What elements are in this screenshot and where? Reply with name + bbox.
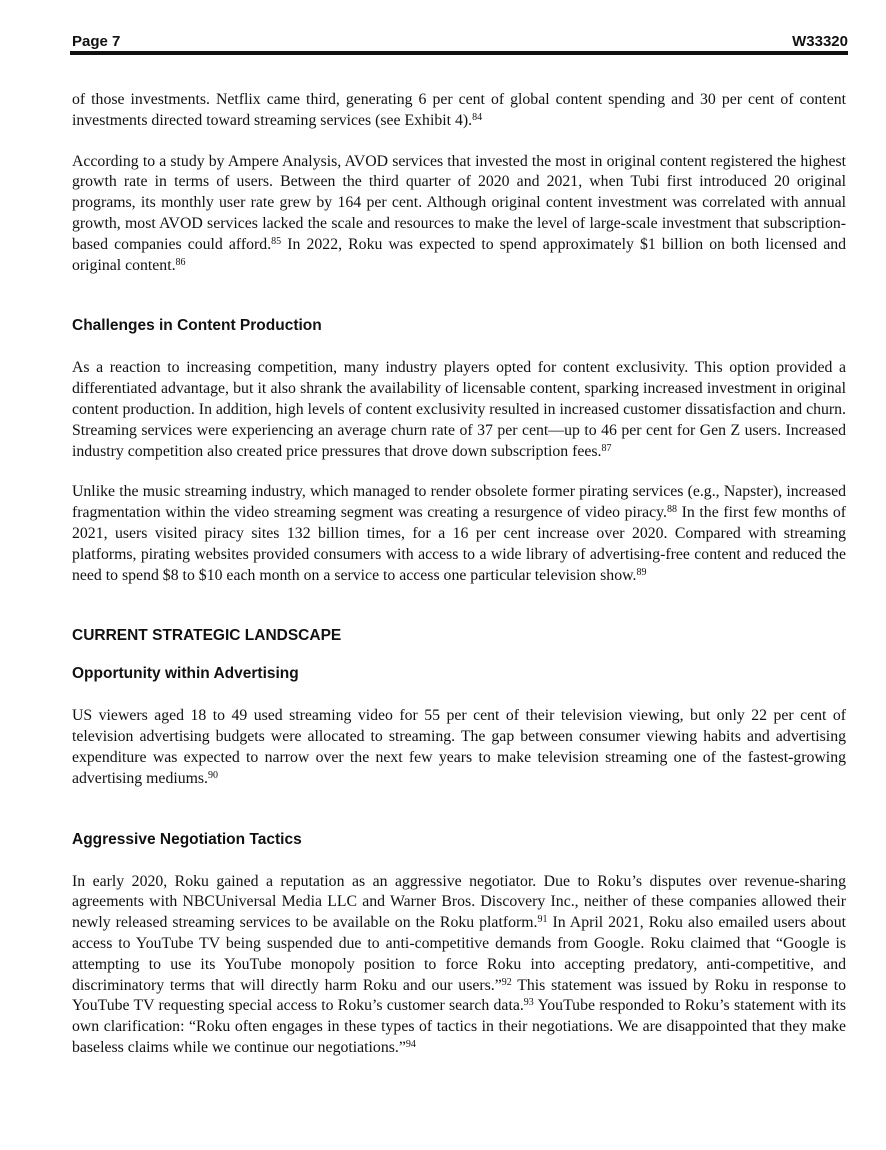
- paragraph-text: In early 2020, Roku gained a reputation as an aggressive negotiator. Due to Roku’s disputes over revenue-sharing agreements with NBCUniversal Media LLC and Warner Bros. Discovery Inc., neither of these companies allowed their newly released streaming services to be available on the Roku platform.: [72, 872, 846, 932]
- page-number: Page 7: [72, 33, 121, 50]
- footnote-ref: 93: [523, 997, 534, 1009]
- section-heading-challenges: Challenges in Content Production: [72, 317, 322, 335]
- paragraph-piracy: [72, 482, 846, 586]
- footnote-ref: 86: [175, 256, 186, 268]
- header-rule: [70, 51, 848, 55]
- footnote-ref: 85: [271, 235, 282, 247]
- paragraph-text: This statement was issued by Roku in response to YouTube TV requesting special access to Roku’s customer search data.: [72, 976, 846, 1015]
- footnote-ref: 89: [636, 566, 647, 578]
- footnote-ref: 92: [501, 976, 512, 988]
- section-heading-negotiation: Aggressive Negotiation Tactics: [72, 830, 302, 848]
- paragraph-content-exclusivity: [72, 358, 846, 462]
- paragraph-text: In April 2021, Roku also emailed users about access to YouTube TV being suspended due to anti-competitive demands from Google. Roku claimed that “Google is attempting to use its YouTube monopoly position to force Roku into accepting predatory, anti-competitive, and discriminatory terms that will directly harm Roku and our users.”: [72, 914, 846, 994]
- paragraph-text: YouTube responded to Roku’s statement with its own clarification: “Roku often engages in these types of tactics in their negotiations. We are disappointed that they make baseless claims while we continue our negotiations.”: [72, 997, 846, 1056]
- page-header: [72, 32, 848, 52]
- footnote-ref: 84: [472, 111, 483, 123]
- paragraph-text: US viewers aged 18 to 49 used streaming video for 55 per cent of their television viewing, but only 22 per cent of television advertising budgets were allocated to streaming. The gap between consumer viewing habits and advertising expenditure was expected to narrow over the next few years to make television streaming one of the fastest-growing advertising mediums.: [72, 707, 846, 787]
- paragraph-negotiation: [72, 872, 846, 1059]
- document-body: [72, 90, 846, 1059]
- paragraph-text: of those investments. Netflix came third, generating 6 per cent of global content spending and 30 per cent of content investments directed toward streaming services (see Exhibit 4).: [72, 91, 846, 129]
- footnote-ref: 94: [405, 1038, 416, 1050]
- document-code: W33320: [792, 33, 848, 50]
- paragraph-text: Unlike the music streaming industry, which managed to render obsolete former pirating services (e.g., Napster), increased fragmentation within the video streaming segment was creating a resurgence of video piracy.: [72, 483, 846, 522]
- paragraph-text: As a reaction to increasing competition, many industry players opted for content exclusivity. This option provided a differentiated advantage, but it also shrank the availability of licensable content, sparking increased investment in original content production. In addition, high levels of content exclusivity resulted in increased customer dissatisfaction and churn. Streaming services were experiencing an average churn rate of 37 per cent—up to 46 per cent for Gen Z users. Increased industry competition also created price pressures that drove down subscription fees.: [72, 359, 846, 460]
- paragraph-ampere-study: [72, 152, 846, 277]
- section-heading-advertising: Opportunity within Advertising: [72, 665, 299, 683]
- footnote-ref: 91: [537, 914, 548, 926]
- footnote-ref: 88: [667, 504, 677, 516]
- paragraph-investments: [72, 90, 846, 132]
- paragraph-advertising: [72, 706, 846, 789]
- section-heading-landscape: CURRENT STRATEGIC LANDSCAPE: [72, 627, 342, 645]
- footnote-ref: 87: [601, 442, 612, 454]
- paragraph-text: In 2022, Roku was expected to spend approximately $1 billion on both licensed and original content.: [72, 235, 846, 274]
- footnote-ref: 90: [208, 769, 219, 781]
- paragraph-text: According to a study by Ampere Analysis, AVOD services that invested the most in original content registered the highest growth rate in terms of users. Between the third quarter of 2020 and 2021, when Tubi first introduced 20 original programs, its monthly user rate grew by 164 per cent. Although original content investment was correlated with annual growth, most AVOD services lacked the scale and resources to make the level of large-scale investment that subscription-based companies could afford.: [72, 152, 846, 253]
- paragraph-text: In the first few months of 2021, users visited piracy sites 132 billion times, for a 16 per cent increase over 2020. Compared with streaming platforms, pirating websites provided consumers with access to a wide library of advertising-free content and reduced the need to spend $8 to $10 each month on a service to access one particular television show.: [72, 504, 846, 584]
